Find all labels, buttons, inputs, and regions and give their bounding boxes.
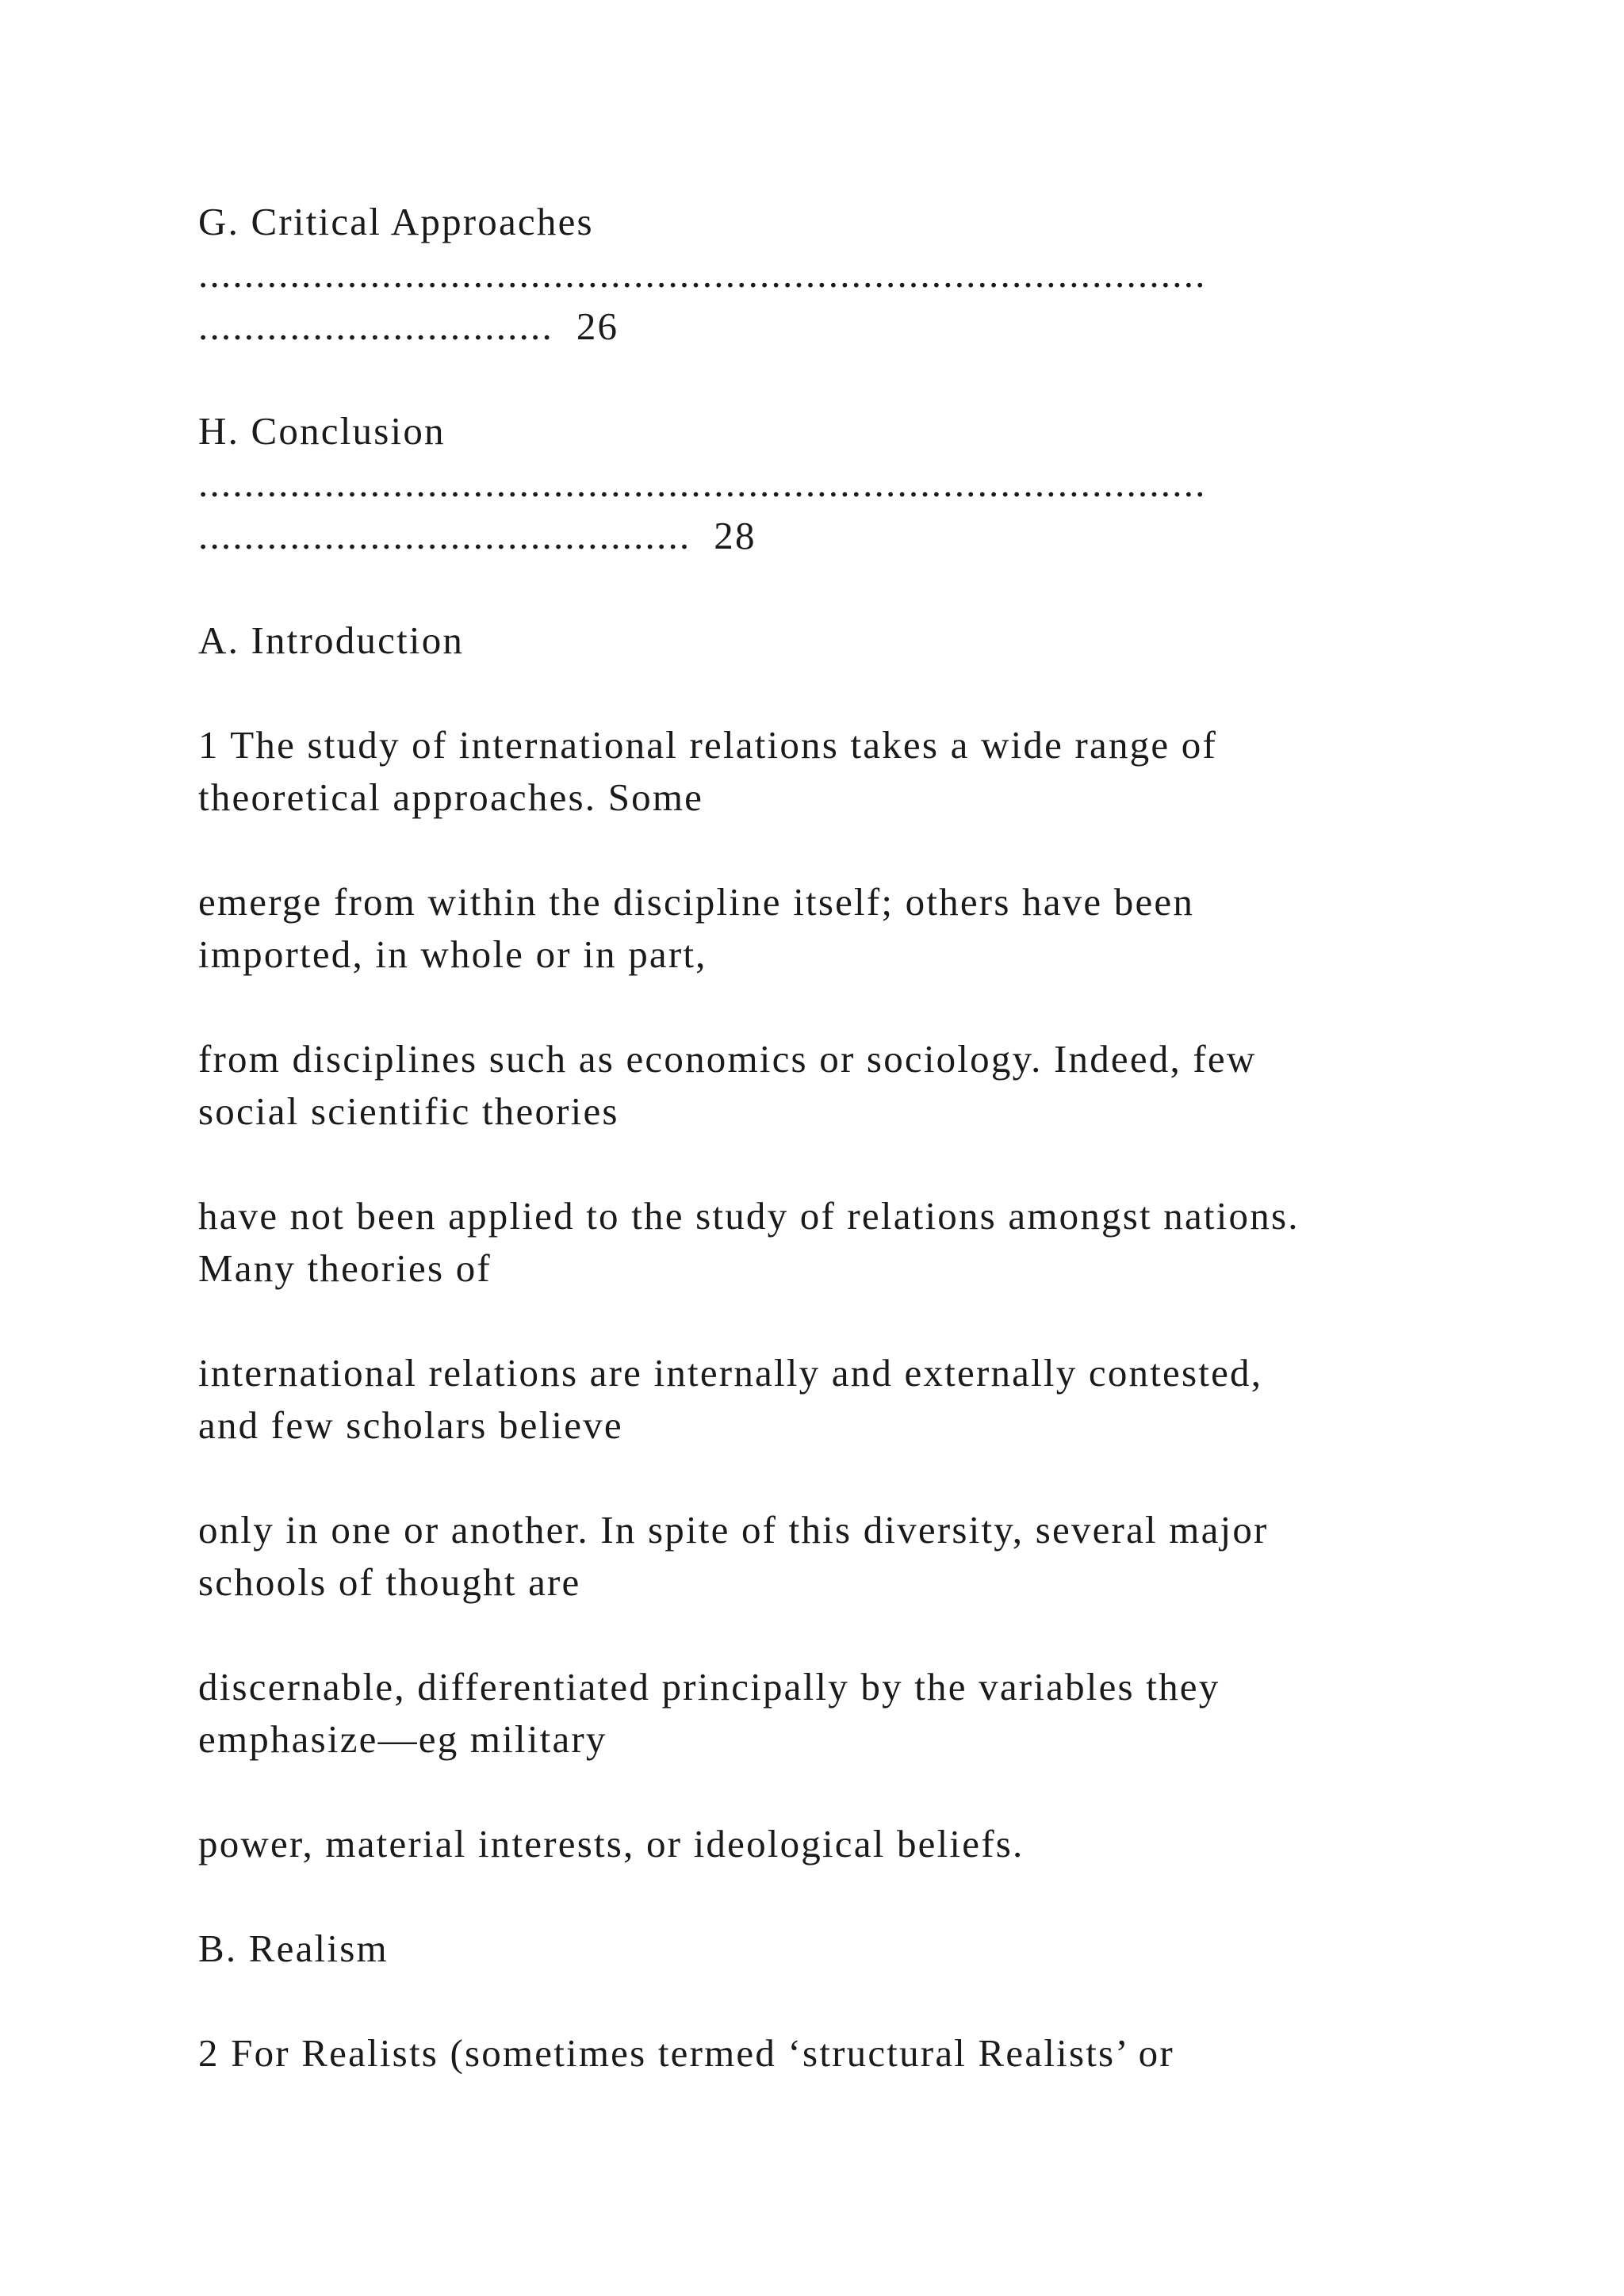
toc-entry-page-number: 26 <box>576 304 619 348</box>
body-line: 2 For Realists (sometimes termed ‘structural Realists’ or <box>198 2031 1174 2075</box>
toc-entry-leader: ........................................... <box>198 514 691 557</box>
toc-entry-leader: ............................... <box>198 304 553 348</box>
toc-entry-label: G. Critical Approaches <box>198 200 594 243</box>
body-line: social scientific theories <box>198 1089 619 1133</box>
toc-entry-leader-end <box>198 510 756 562</box>
body-line: have not been applied to the study of relations amongst nations. <box>198 1194 1300 1238</box>
body-line: emphasize—eg military <box>198 1717 607 1761</box>
body-line: theoretical approaches. Some <box>198 775 704 819</box>
toc-entry-leader: ........................................................................................ <box>198 461 1207 505</box>
body-line: schools of thought are <box>198 1560 581 1604</box>
body-line: from disciplines such as economics or sociology. Indeed, few <box>198 1037 1257 1081</box>
toc-entry-label: H. Conclusion <box>198 409 446 453</box>
section-heading: A. Introduction <box>198 618 465 662</box>
toc-entry-leader-end <box>198 300 619 353</box>
section-heading: B. Realism <box>198 1927 389 1970</box>
body-line: Many theories of <box>198 1246 492 1290</box>
body-line: power, material interests, or ideological beliefs. <box>198 1822 1025 1866</box>
body-line: imported, in whole or in part, <box>198 932 707 976</box>
body-line: and few scholars believe <box>198 1403 623 1447</box>
body-line: only in one or another. In spite of this diversity, several major <box>198 1508 1269 1552</box>
toc-entry-leader: ........................................................................................ <box>198 252 1207 296</box>
body-line: international relations are internally and externally contested, <box>198 1351 1263 1395</box>
body-line: 1 The study of international relations takes a wide range of <box>198 723 1217 767</box>
body-line: emerge from within the discipline itself; others have been <box>198 880 1195 924</box>
body-line: discernable, differentiated principally by the variables they <box>198 1665 1220 1709</box>
toc-entry-page-number: 28 <box>714 514 756 557</box>
